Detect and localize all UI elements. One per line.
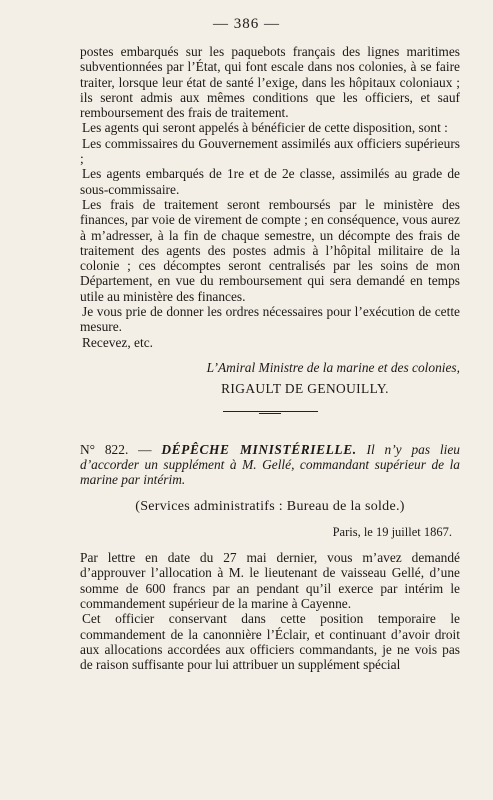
dispatch-title: DÉPÊCHE MINISTÉRIELLE. — [161, 441, 357, 457]
paragraph: Par lettre en date du 27 mai dernier, vous m’avez demandé d’approuver l’allocation à M. le lieutenant de vaisseau Gellé, d’une somme de 600 francs par an pendant qu’il exerce par intérim le commandement supérieur de la marine à Cayenne. — [80, 550, 460, 611]
signature-title: L’Amiral Ministre de la marine et des colonies, — [206, 359, 460, 375]
dispatch-heading — [80, 442, 460, 488]
paragraph: Les frais de traitement seront remboursés par le ministère des finances, par voie de virement de compte ; en conséquence, vous aurez à m’adresser, à la fin de chaque semestre, un décompte des frais de traitement des agents des postes admis à l’hôpital militaire de la colonie ; ces décomptes seront centralisés par les soins de mon Département, en vue du remboursement qui sera demandé en temps utile au ministère des finances. — [80, 196, 460, 304]
dispatch-date: Paris, le 19 juillet 1867. — [332, 524, 452, 539]
paragraph: Je vous prie de donner les ordres nécessaires pour l’exécution de cette mesure. — [80, 304, 460, 335]
section-divider — [223, 411, 318, 412]
paragraph: Les agents embarqués de 1re et de 2e classe, assimilés au grade de sous-commissaire. — [80, 166, 460, 197]
paragraph: Les agents qui seront appelés à bénéficier de cette disposition, sont : — [82, 120, 448, 136]
paragraph: Cet officier conservant dans cette position temporaire le commandement de la canonnière l’Éclair, et continuant d’avoir droit aux allocations accordées aux officiers commandants, je ne vois pas de raison suffisante pour lui attribuer un supplément spécial — [80, 611, 460, 673]
paragraph: postes embarqués sur les paquebots français des lignes maritimes subventionnées par l’État, qui font escale dans nos colonies, à se faire traiter, lorsque leur état de santé l’exige, dans les hôpitaux coloniaux ; ils seront admis aux mêmes conditions que les officiers, et sauf remboursement des frais de traitement. — [80, 44, 460, 121]
paragraph: Recevez, etc. — [82, 334, 153, 350]
services-line: (Services administratifs : Bureau de la solde.) — [135, 499, 405, 515]
signature-name: RIGAULT DE GENOUILLY. — [221, 381, 389, 397]
page-body — [80, 44, 460, 672]
heading-dash: — — [138, 441, 152, 457]
paragraph: Les commissaires du Gouvernement assimilés aux officiers supérieurs ; — [80, 135, 460, 167]
dispatch-number: N° 822. — [80, 441, 129, 457]
dispatch-subject: Il n’y pas lieu d’accorder un supplément à M. Gellé, commandant supérieur de la marine par intérim. — [80, 441, 460, 488]
page-number: — 386 — — [213, 16, 280, 32]
